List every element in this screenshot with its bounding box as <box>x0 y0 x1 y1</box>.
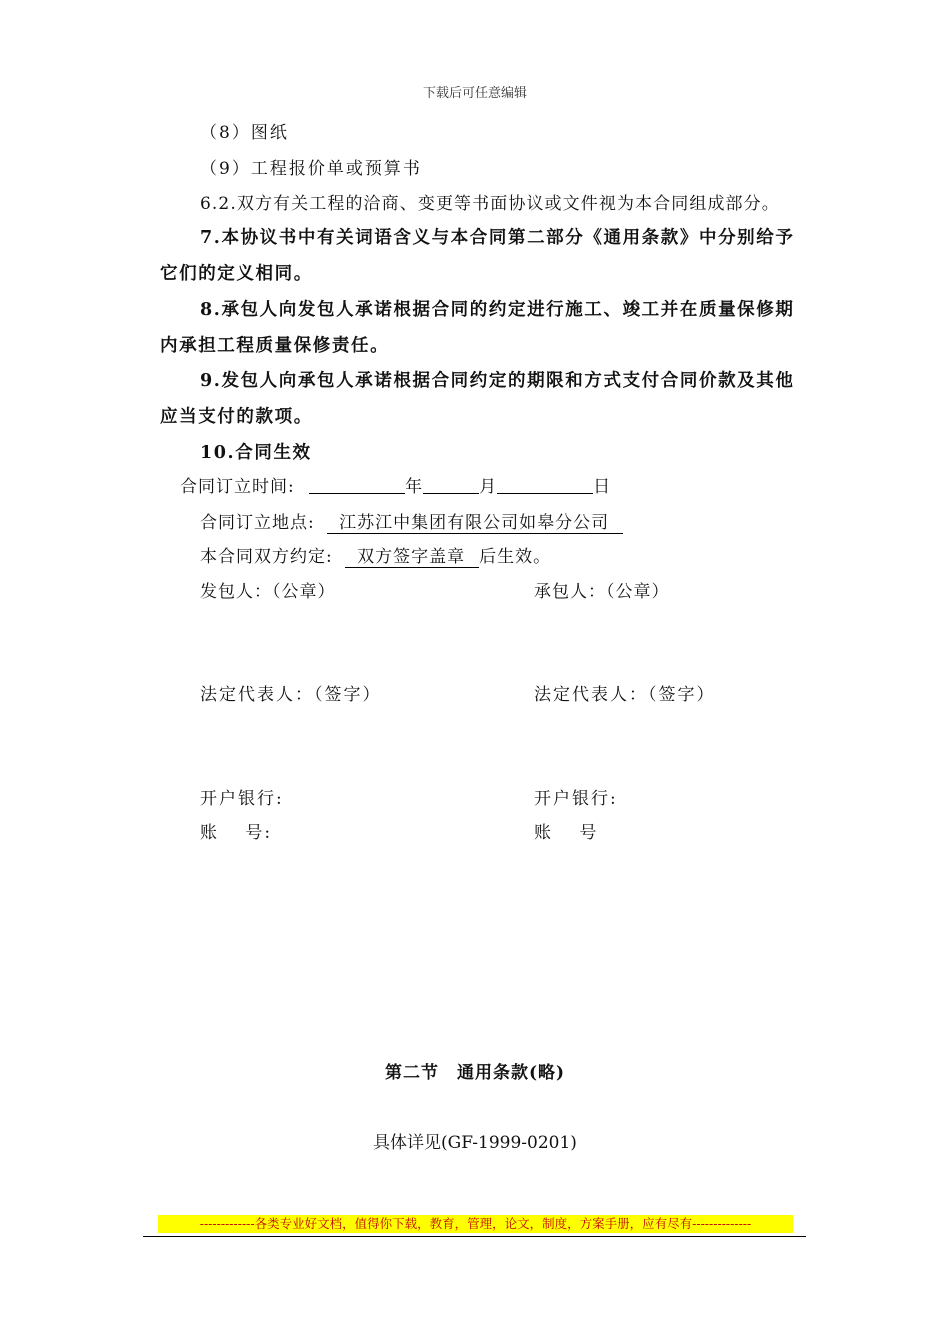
clause-7-line2: 它们的定义相同。 <box>160 264 313 284</box>
year-label: 年 <box>405 477 424 497</box>
section-detail: 具体详见(GF-1999-0201) <box>373 1133 577 1153</box>
effect-label: 本合同双方约定: <box>200 547 333 567</box>
clause-9-line2: 应当支付的款项。 <box>160 407 313 427</box>
attachment-item-9: （9）工程报价单或预算书 <box>200 159 422 179</box>
employer-account-label: 账 号: <box>200 823 273 843</box>
effect-line <box>200 542 551 567</box>
employer-bank-label: 开户银行: <box>200 789 284 809</box>
clause-10-title: 10.合同生效 <box>200 443 312 463</box>
page-header: 下载后可任意编辑 <box>422 86 527 101</box>
effect-suffix: 后生效。 <box>479 547 552 567</box>
clause-9-line1: 9.发包人向承包人承诺根据合同约定的期限和方式支付合同价款及其他 <box>200 371 795 391</box>
sign-date-label: 合同订立时间: <box>180 477 295 497</box>
sign-date-line <box>180 472 611 497</box>
footer-banner: -------------各类专业好文档，值得你下载，教育，管理，论文，制度，方案手册，应有尽有-------------- <box>158 1215 793 1233</box>
month-blank <box>423 477 479 494</box>
clause-6-2: 6.2.双方有关工程的洽商、变更等书面协议或文件视为本合同组成部分。 <box>200 194 780 214</box>
sign-place-line <box>200 508 623 533</box>
day-label: 日 <box>593 477 612 497</box>
year-blank <box>309 477 405 494</box>
contractor-account-label: 账 号 <box>534 823 599 843</box>
contractor-seal-label: 承包人：（公章） <box>534 582 670 602</box>
clause-7-line1: 7.本协议书中有关词语含义与本合同第二部分《通用条款》中分别给予 <box>200 228 795 248</box>
contractor-rep-label: 法定代表人：（签字） <box>534 685 716 705</box>
attachment-item-8: （8）图纸 <box>200 123 289 143</box>
sign-place-value: 江苏江中集团有限公司如皋分公司 <box>327 513 623 534</box>
month-label: 月 <box>479 477 498 497</box>
employer-seal-label: 发包人：（公章） <box>200 582 336 602</box>
clause-8-line2: 内承担工程质量保修责任。 <box>160 336 390 356</box>
day-blank <box>497 477 593 494</box>
footer-divider <box>143 1236 806 1237</box>
sign-place-label: 合同订立地点: <box>200 513 315 533</box>
contractor-bank-label: 开户银行: <box>534 789 618 809</box>
employer-rep-label: 法定代表人：（签字） <box>200 685 382 705</box>
section-title: 第二节 通用条款(略) <box>384 1063 566 1083</box>
clause-8-line1: 8.承包人向发包人承诺根据合同的约定进行施工、竣工并在质量保修期 <box>200 300 795 320</box>
effect-value: 双方签字盖章 <box>345 547 479 568</box>
